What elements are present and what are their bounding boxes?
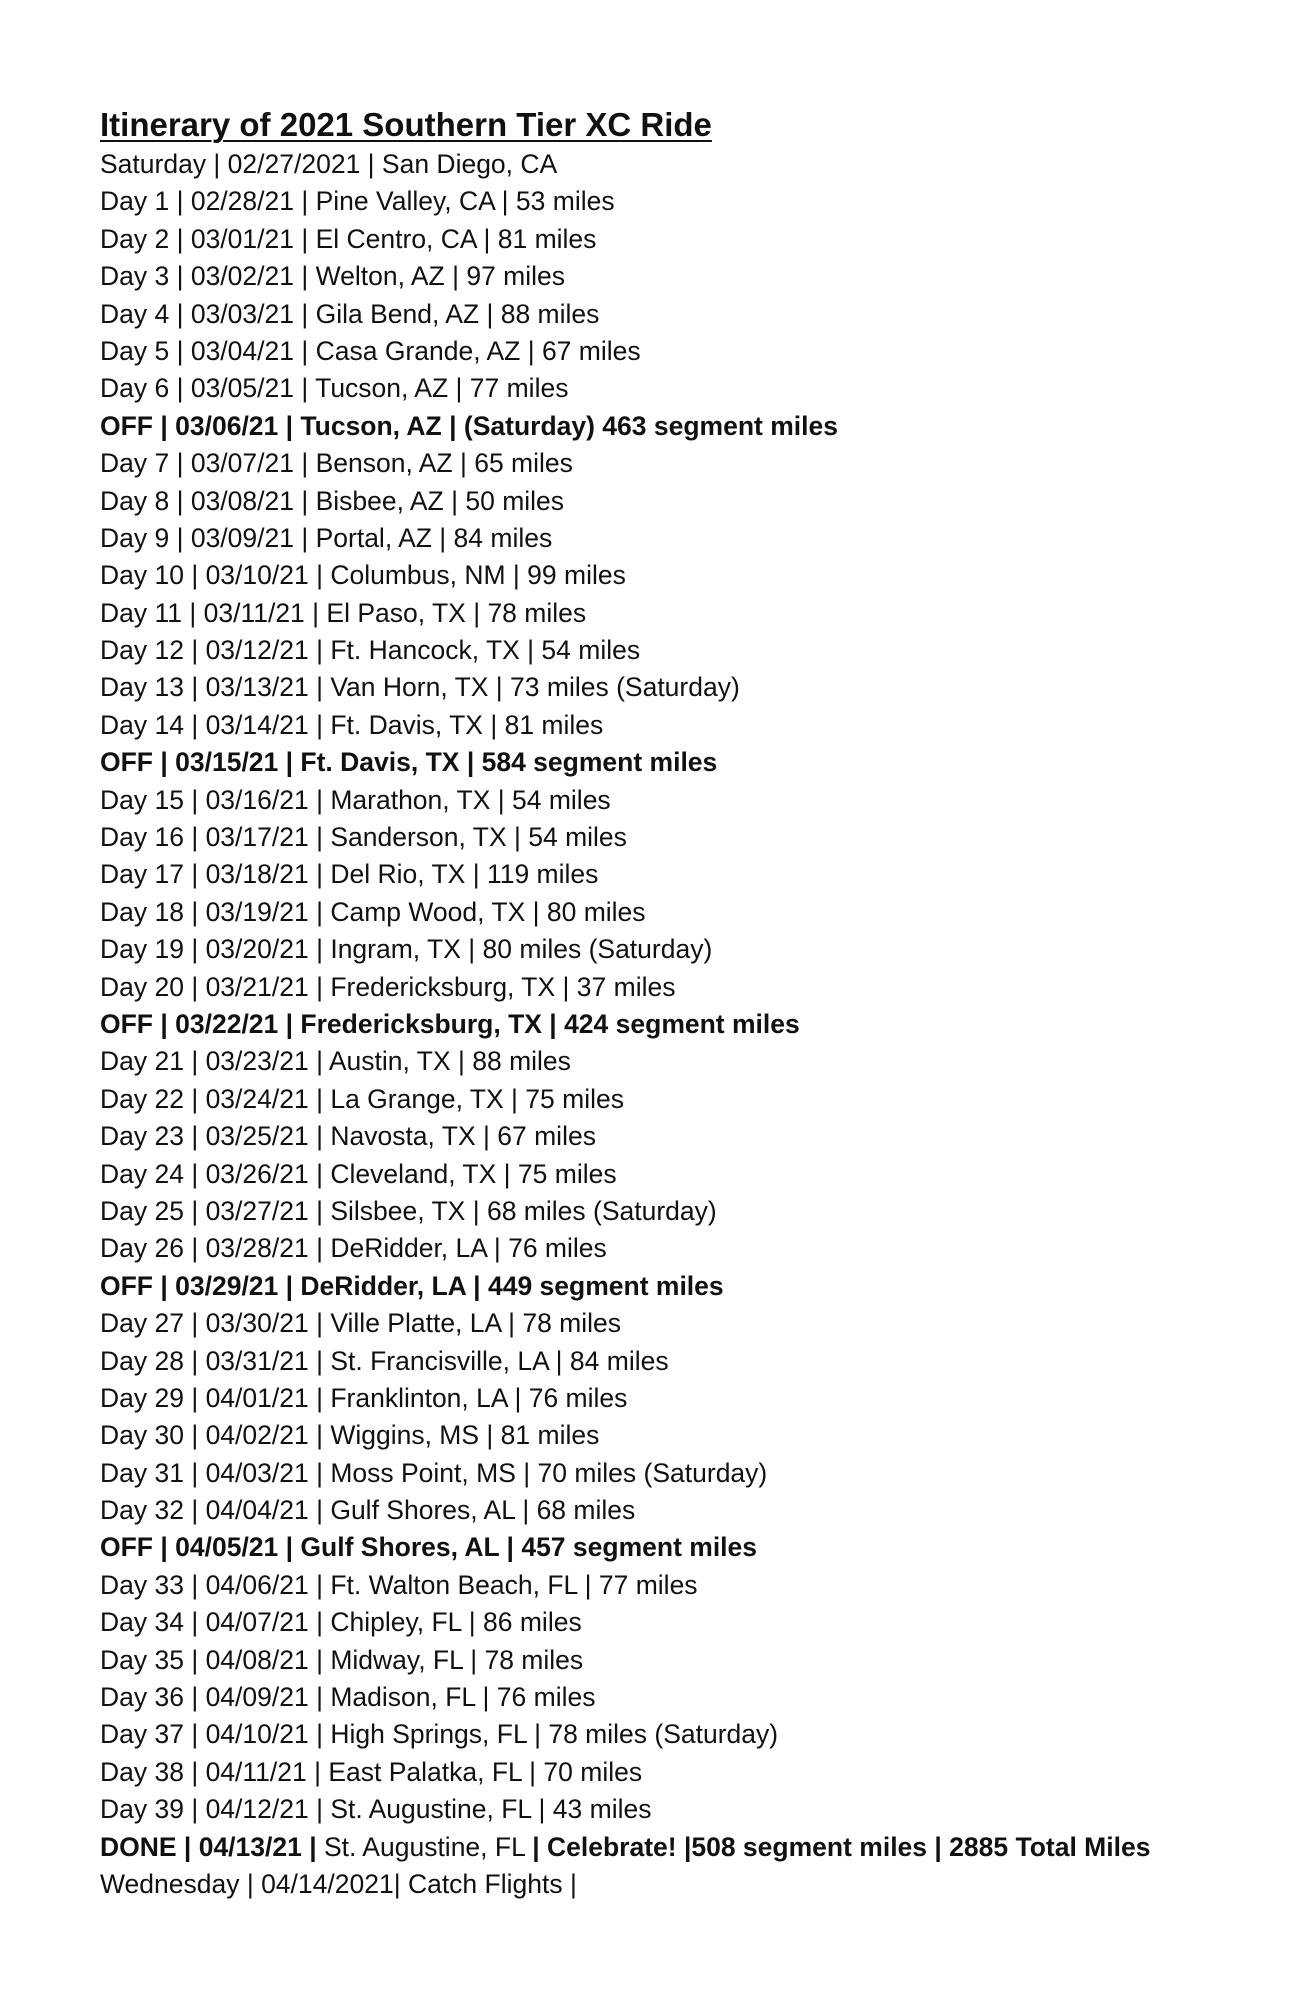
itinerary-line: Day 19 | 03/20/21 | Ingram, TX | 80 miles (Saturday) (100, 934, 713, 965)
itinerary-line: Day 8 | 03/08/21 | Bisbee, AZ | 50 miles (100, 485, 565, 516)
itinerary-line: Day 36 | 04/09/21 | Madison, FL | 76 miles (100, 1682, 596, 1713)
itinerary-line: Day 30 | 04/02/21 | Wiggins, MS | 81 miles (100, 1420, 600, 1451)
itinerary-line: Day 4 | 03/03/21 | Gila Bend, AZ | 88 miles (100, 298, 600, 329)
itinerary-line: Day 20 | 03/21/21 | Fredericksburg, TX | 37 miles (100, 971, 676, 1002)
itinerary-line: Day 38 | 04/11/21 | East Palatka, FL | 70 miles (100, 1756, 643, 1787)
itinerary-line: Day 35 | 04/08/21 | Midway, FL | 78 miles (100, 1644, 584, 1675)
itinerary-line: Day 17 | 03/18/21 | Del Rio, TX | 119 miles (100, 859, 599, 890)
done-line-status: DONE | 04/13/21 | (100, 1831, 317, 1862)
itinerary-line: Day 13 | 03/13/21 | Van Horn, TX | 73 miles (Saturday) (100, 672, 740, 703)
itinerary-line: Day 32 | 04/04/21 | Gulf Shores, AL | 68 miles (100, 1495, 636, 1526)
itinerary-line: Day 22 | 03/24/21 | La Grange, TX | 75 miles (100, 1083, 624, 1114)
itinerary-line: Day 16 | 03/17/21 | Sanderson, TX | 54 miles (100, 822, 627, 853)
itinerary-list (100, 146, 1280, 1829)
itinerary-line: Day 39 | 04/12/21 | St. Augustine, FL | 43 miles (100, 1794, 652, 1825)
done-line (100, 1829, 1280, 1866)
itinerary-line: Day 37 | 04/10/21 | High Springs, FL | 78 miles (Saturday) (100, 1719, 779, 1750)
itinerary-document (100, 104, 1280, 1903)
off-day-line: OFF | 03/15/21 | Ft. Davis, TX | 584 segment miles (100, 747, 718, 778)
itinerary-line: Day 33 | 04/06/21 | Ft. Walton Beach, FL | 77 miles (100, 1569, 698, 1600)
itinerary-line: Day 10 | 03/10/21 | Columbus, NM | 99 miles (100, 560, 626, 591)
off-day-line: OFF | 03/29/21 | DeRidder, LA | 449 segment miles (100, 1270, 724, 1301)
itinerary-line: Day 25 | 03/27/21 | Silsbee, TX | 68 miles (Saturday) (100, 1195, 717, 1226)
itinerary-line: Day 21 | 03/23/21 | Austin, TX | 88 miles (100, 1046, 571, 1077)
itinerary-line: Day 15 | 03/16/21 | Marathon, TX | 54 miles (100, 784, 611, 815)
itinerary-line: Day 14 | 03/14/21 | Ft. Davis, TX | 81 miles (100, 709, 604, 740)
itinerary-title: Itinerary of 2021 Southern Tier XC Ride (100, 106, 712, 143)
itinerary-line: Day 3 | 03/02/21 | Welton, AZ | 97 miles (100, 261, 566, 292)
itinerary-line: Day 28 | 03/31/21 | St. Francisville, LA | 84 miles (100, 1345, 669, 1376)
itinerary-line: Day 12 | 03/12/21 | Ft. Hancock, TX | 54 miles (100, 635, 641, 666)
itinerary-line: Day 9 | 03/09/21 | Portal, AZ | 84 miles (100, 522, 553, 553)
itinerary-line: Day 7 | 03/07/21 | Benson, AZ | 65 miles (100, 448, 573, 479)
done-line-location: St. Augustine, FL (316, 1831, 533, 1862)
itinerary-line: Day 2 | 03/01/21 | El Centro, CA | 81 miles (100, 223, 597, 254)
itinerary-line: Day 11 | 03/11/21 | El Paso, TX | 78 miles (100, 597, 587, 628)
itinerary-line: Day 6 | 03/05/21 | Tucson, AZ | 77 miles (100, 373, 569, 404)
off-day-line: OFF | 03/22/21 | Fredericksburg, TX | 424 segment miles (100, 1008, 800, 1039)
final-line: Wednesday | 04/14/2021| Catch Flights | (100, 1868, 577, 1899)
itinerary-line: Day 1 | 02/28/21 | Pine Valley, CA | 53 miles (100, 186, 615, 217)
itinerary-line: Day 27 | 03/30/21 | Ville Platte, LA | 78 miles (100, 1308, 622, 1339)
itinerary-line: Day 18 | 03/19/21 | Camp Wood, TX | 80 miles (100, 896, 646, 927)
itinerary-line: Day 24 | 03/26/21 | Cleveland, TX | 75 miles (100, 1158, 617, 1189)
itinerary-line: Day 23 | 03/25/21 | Navosta, TX | 67 miles (100, 1121, 596, 1152)
itinerary-line: Day 34 | 04/07/21 | Chipley, FL | 86 miles (100, 1607, 582, 1638)
done-line-totals: | Celebrate! |508 segment miles | 2885 Total Miles (532, 1831, 1151, 1862)
off-day-line: OFF | 03/06/21 | Tucson, AZ | (Saturday) 463 segment miles (100, 410, 838, 441)
off-day-line: OFF | 04/05/21 | Gulf Shores, AL | 457 segment miles (100, 1532, 758, 1563)
itinerary-line: Day 5 | 03/04/21 | Casa Grande, AZ | 67 miles (100, 335, 641, 366)
itinerary-line: Day 29 | 04/01/21 | Franklinton, LA | 76 miles (100, 1382, 628, 1413)
itinerary-line: Day 31 | 04/03/21 | Moss Point, MS | 70 miles (Saturday) (100, 1457, 768, 1488)
itinerary-line: Day 26 | 03/28/21 | DeRidder, LA | 76 miles (100, 1233, 607, 1264)
itinerary-line: Saturday | 02/27/2021 | San Diego, CA (100, 149, 558, 179)
